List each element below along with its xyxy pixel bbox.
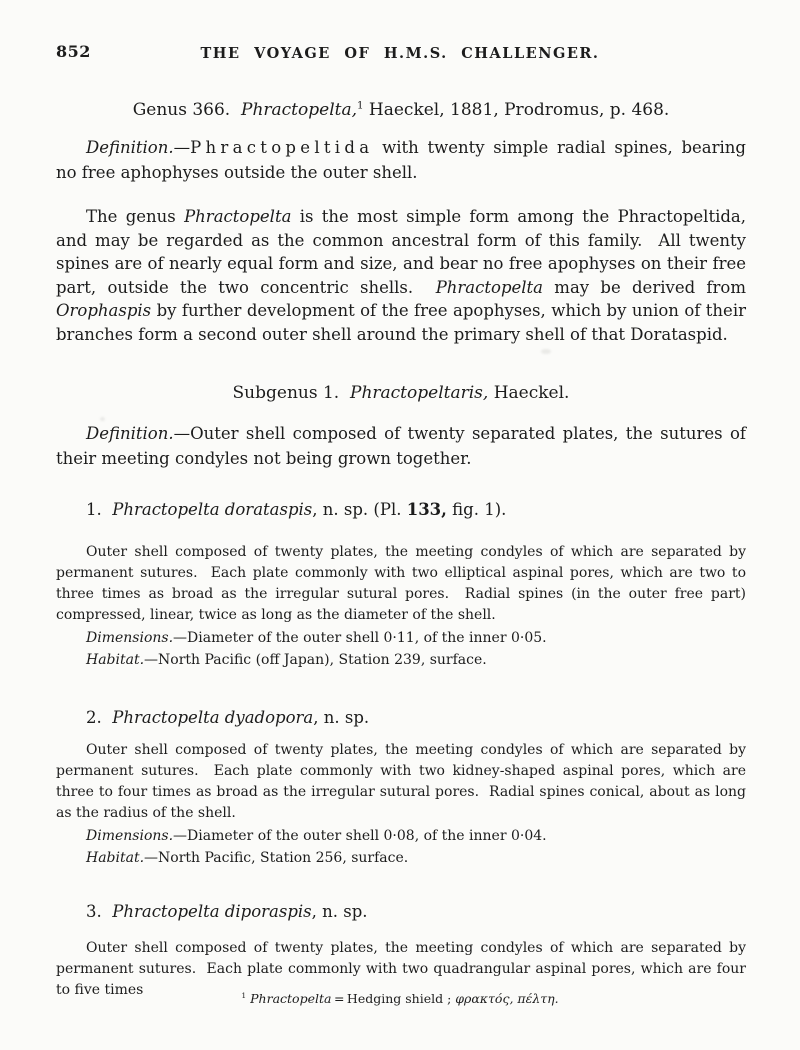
species-heading-tail: fig. 1). xyxy=(446,500,507,519)
species-heading-tail: , n. sp. xyxy=(313,708,370,727)
species-3-description: Outer shell composed of twenty plates, the meeting condyles of which are separated by permanent sutures. Each plate commonly with two quadrangular aspinal pores, which are four to five times xyxy=(56,940,746,998)
desc-seg: by further development of the free apophyses, which by union of their branches form a second outer shell around the primary shell of that Dorataspid. xyxy=(56,301,746,344)
species-number: 3. xyxy=(86,902,113,921)
desc-genus-name: Phractopelta xyxy=(184,207,292,226)
definition-dash: — xyxy=(173,424,191,443)
genus-footnote-ref: 1 xyxy=(357,100,364,112)
desc-genus-name: Phractopelta xyxy=(435,277,544,297)
species-1-description: Outer shell composed of twenty plates, the meeting condyles of which are separated by permanent sutures. Each plate commonly with two elliptical aspinal pores, which are two to three times as broad as the irregular sutural pores. Radial spines (in the outer free part) compressed, linear, twice as long as the diameter of the shell. xyxy=(56,544,746,623)
definition-dash: — xyxy=(173,138,191,157)
subgenus-heading-prefix: Subgenus 1. xyxy=(232,383,351,403)
species-2-habitat xyxy=(56,848,746,869)
genus-description-paragraph xyxy=(56,205,746,346)
subgenus-heading xyxy=(56,383,746,403)
species-name: Phractopelta diporaspis xyxy=(112,902,312,921)
footnote-mid: = Hedging shield ; xyxy=(331,991,456,1006)
genus-name: Phractopelta, xyxy=(241,100,358,120)
habitat-label: Habitat. xyxy=(86,850,145,866)
plate-number: 133, xyxy=(406,500,447,519)
definition-label: Definition. xyxy=(86,424,174,443)
dimensions-text: —Diameter of the outer shell 0·08, of the inner 0·04. xyxy=(173,828,547,844)
dimensions-label: Dimensions. xyxy=(86,828,174,844)
species-heading-mid: , n. sp. (Pl. xyxy=(312,500,407,519)
subgenus-heading-suffix: Haeckel. xyxy=(488,383,570,403)
species-name: Phractopelta dyadopora xyxy=(112,708,314,727)
scan-smudge xyxy=(100,417,105,421)
running-title: THE VOYAGE OF H.M.S. CHALLENGER. xyxy=(200,45,600,62)
species-2-dimensions xyxy=(56,826,746,847)
habitat-text: —North Pacific, Station 256, surface. xyxy=(144,850,409,866)
definition-rest: with twenty simple radial spines, bearing no free aphophyses outside the outer shell. xyxy=(56,138,746,182)
subgenus-name: Phractopeltaris, xyxy=(350,383,489,403)
genus-heading-prefix: Genus 366. xyxy=(132,100,242,120)
desc-orophaspis-name: Orophaspis xyxy=(56,301,152,320)
species-1-heading xyxy=(56,500,776,519)
desc-seg: The genus xyxy=(86,207,185,226)
definition-label: Definition. xyxy=(86,138,174,157)
genus-heading xyxy=(56,100,746,120)
habitat-text: —North Pacific (off Japan), Station 239, surface. xyxy=(144,652,487,668)
page-number: 852 xyxy=(56,42,91,61)
habitat-label: Habitat. xyxy=(86,652,145,668)
subgenus-definition-paragraph xyxy=(56,422,746,471)
dimensions-label: Dimensions. xyxy=(86,630,174,646)
definition-rest: Outer shell composed of twenty separated plates, the sutures of their meeting condyles not being grown together. xyxy=(56,424,746,468)
species-number: 2. xyxy=(86,708,113,727)
species-number: 1. xyxy=(86,500,113,519)
footnote-ref: 1 xyxy=(241,990,247,1000)
desc-seg: is the most simple form among the Phractopeltida, and may be regarded as the common ancestral form of this family. All twenty spines are of nearly equal form and size, and bear no free apophyses on their free part, outside the two concentric shells. xyxy=(56,207,746,297)
dimensions-text: —Diameter of the outer shell 0·11, of the inner 0·05. xyxy=(173,630,547,646)
footnote-term: Phractopelta xyxy=(246,991,332,1006)
definition-spaced-word: Phractopeltida xyxy=(190,138,374,157)
footnote xyxy=(0,991,800,1006)
species-2-description: Outer shell composed of twenty plates, the meeting condyles of which are separated by permanent sutures. Each plate commonly with two kidney-shaped aspinal pores, which are three to four times as broad as the irregular sutural pores. Radial spines conical, about as long as the radius of the shell. xyxy=(56,742,746,821)
species-3-heading xyxy=(56,902,776,921)
species-name: Phractopelta dorataspis xyxy=(112,500,313,519)
genus-definition-paragraph xyxy=(56,136,746,185)
scan-smudge xyxy=(541,349,551,354)
desc-seg: may be derived from xyxy=(543,277,746,297)
species-2-heading xyxy=(56,708,776,727)
species-heading-tail: , n. sp. xyxy=(311,902,368,921)
species-1-dimensions xyxy=(56,628,746,649)
species-1-habitat xyxy=(56,650,746,671)
genus-heading-suffix: Haeckel, 1881, Prodromus, p. 468. xyxy=(363,100,670,120)
footnote-greek: φρακτός, πέλτη. xyxy=(455,991,559,1006)
